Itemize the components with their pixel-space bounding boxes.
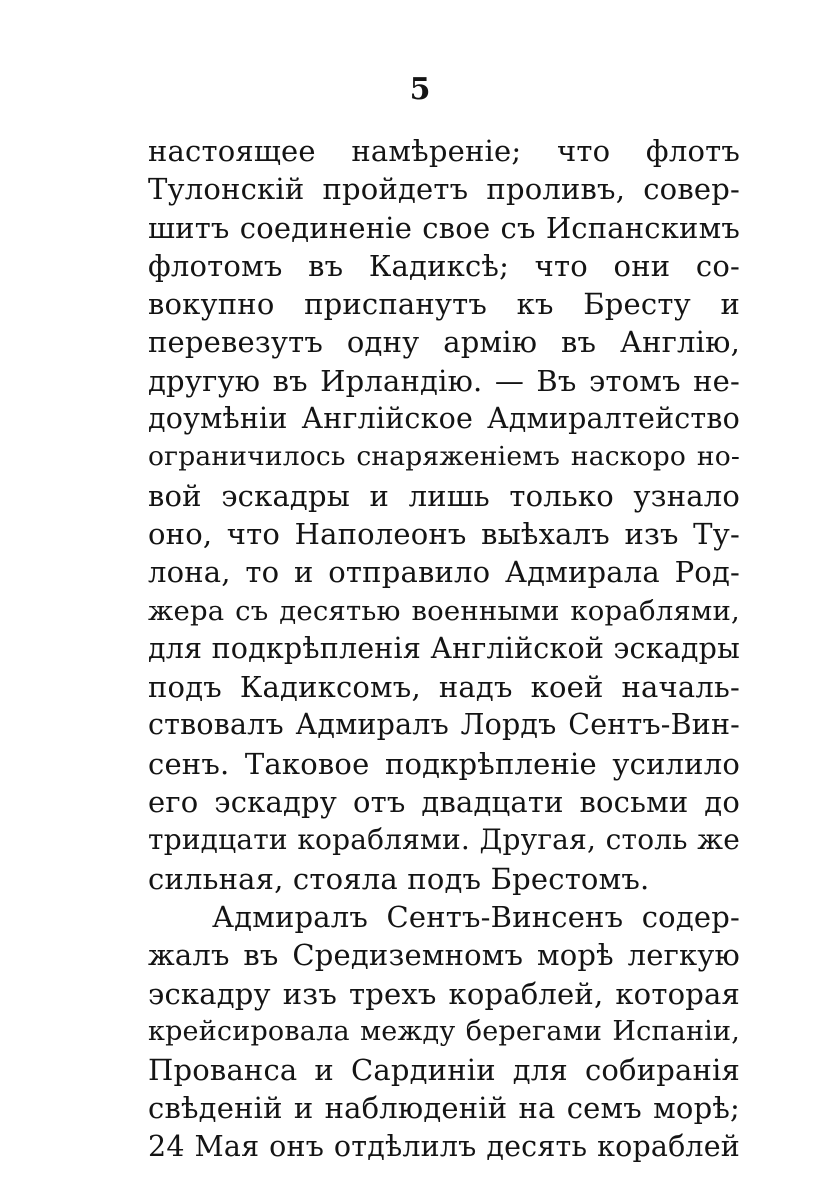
text-line: флотомъ въ Кадиксѣ; что они со-	[148, 248, 740, 283]
text-line: для подкрѣпленія Англійской эскадры	[148, 631, 740, 665]
text-line: свѣденій и наблюденій на семъ морѣ;	[148, 1091, 740, 1126]
text-line: вокупно приспанутъ къ Бресту и	[148, 287, 740, 322]
paragraph-first-line: Адмиралъ Сентъ-Винсенъ содер-	[212, 899, 740, 934]
text-line: Тулонскій пройдетъ проливъ, совер-	[148, 172, 740, 207]
text-line: его эскадру отъ двадцати восьми до	[148, 785, 740, 820]
text-line: другую въ Ирландію. — Въ этомъ не-	[148, 363, 740, 398]
text-line: жалъ въ Средиземномъ морѣ легкую	[148, 938, 740, 973]
text-line: Прованса и Сардиніи для собиранія	[148, 1053, 740, 1088]
text-line: доумѣніи Англійское Адмиралтейство	[148, 402, 740, 436]
body-text	[148, 132, 740, 1166]
text-line: ствовалъ Адмиралъ Лордъ Сентъ-Вин-	[148, 708, 740, 742]
text-line: 24 Мая онъ отдѣлилъ десять кораблей	[148, 1129, 740, 1163]
text-line: крейсировала между берегами Испаніи,	[148, 1015, 740, 1047]
text-line: шитъ соединеніе свое съ Испанскимъ	[148, 210, 740, 245]
text-line: тридцати кораблями. Другая, столь же	[148, 823, 740, 857]
text-line: эскадру изъ трехъ кораблей, которая	[148, 976, 740, 1011]
text-line: настоящее намѣреніе; что флотъ	[148, 134, 740, 168]
paragraph-end-line: сильная, стояла подъ Брестомъ.	[148, 861, 650, 896]
text-line: ограничилось снаряженіемъ наскоро но-	[148, 441, 740, 473]
text-line: оно, что Наполеонъ выѣхалъ изъ Ту-	[148, 516, 740, 551]
text-line: подъ Кадиксомъ, надъ коей началь-	[148, 670, 740, 705]
page-number: 5	[409, 72, 431, 107]
text-line: вой эскадры и лишь только узнало	[148, 478, 740, 513]
text-line: сенъ. Таковое подкрѣпленіе усилило	[148, 746, 740, 781]
text-line: перевезутъ одну армію въ Англію,	[148, 325, 740, 360]
text-line: лона, то и отправило Адмирала Род-	[148, 555, 740, 590]
text-line: жера съ десятью военными кораблями,	[148, 594, 740, 627]
